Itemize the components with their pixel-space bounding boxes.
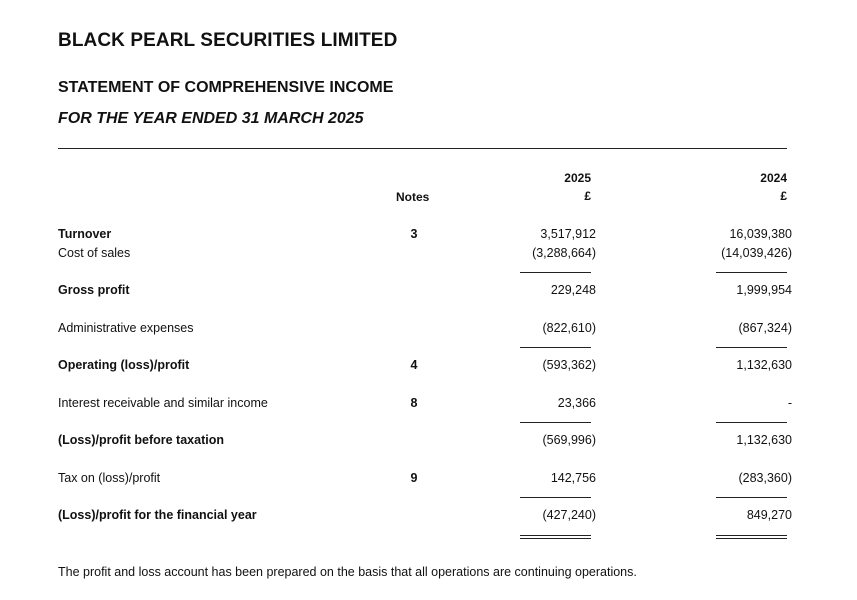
row-label: Interest receivable and similar income	[58, 396, 268, 410]
row-value-current: 229,248	[550, 283, 596, 297]
subtotal-line	[716, 497, 787, 498]
period-heading: FOR THE YEAR ENDED 31 MARCH 2025	[58, 110, 364, 127]
total-double-line	[716, 535, 787, 539]
row-note: 4	[410, 358, 418, 372]
subtotal-line	[520, 272, 591, 273]
total-double-line	[520, 535, 591, 539]
row-value-current: (822,610)	[542, 321, 596, 335]
row-note: 3	[410, 227, 418, 241]
statement-title: STATEMENT OF COMPREHENSIVE INCOME	[58, 79, 394, 96]
column-notes: Notes	[396, 190, 430, 204]
row-label: (Loss)/profit for the financial year	[58, 508, 257, 522]
row-value-current: 23,366	[557, 396, 596, 410]
footnote: The profit and loss account has been prepared on the basis that all operations are continuing operations.	[58, 565, 637, 579]
row-value-current: 142,756	[550, 471, 596, 485]
row-label: (Loss)/profit before taxation	[58, 433, 224, 447]
row-value-current: (427,240)	[542, 508, 596, 522]
subtotal-line	[520, 497, 591, 498]
row-value-prior: 1,132,630	[736, 433, 792, 447]
row-label: Tax on (loss)/profit	[58, 471, 161, 485]
row-value-prior: 1,999,954	[736, 283, 792, 297]
row-value-prior: 849,270	[746, 508, 792, 522]
row-value-current: 3,517,912	[540, 227, 596, 241]
row-label: Turnover	[58, 227, 112, 241]
row-value-prior: (283,360)	[738, 471, 792, 485]
row-value-prior: -	[787, 396, 792, 410]
row-value-prior: 1,132,630	[736, 358, 792, 372]
row-label: Gross profit	[58, 283, 130, 297]
row-value-current: (569,996)	[542, 433, 596, 447]
row-label: Cost of sales	[58, 246, 131, 260]
row-value-prior: 16,039,380	[729, 227, 792, 241]
row-value-current: (593,362)	[542, 358, 596, 372]
subtotal-line	[716, 422, 787, 423]
subtotal-line	[520, 422, 591, 423]
column-currency-prior: £	[780, 189, 787, 203]
row-value-prior: (14,039,426)	[721, 246, 792, 260]
row-label: Operating (loss)/profit	[58, 358, 190, 372]
row-value-prior: (867,324)	[738, 321, 792, 335]
row-note: 9	[410, 471, 418, 485]
subtotal-line	[716, 347, 787, 348]
row-note: 8	[410, 396, 418, 410]
column-currency-current: £	[584, 189, 591, 203]
column-year-prior: 2024	[760, 171, 787, 185]
subtotal-line	[716, 272, 787, 273]
row-value-current: (3,288,664)	[532, 246, 596, 260]
header-divider	[58, 148, 787, 149]
row-label: Administrative expenses	[58, 321, 194, 335]
subtotal-line	[520, 347, 591, 348]
company-name: BLACK PEARL SECURITIES LIMITED	[58, 30, 398, 51]
column-year-current: 2025	[564, 171, 591, 185]
